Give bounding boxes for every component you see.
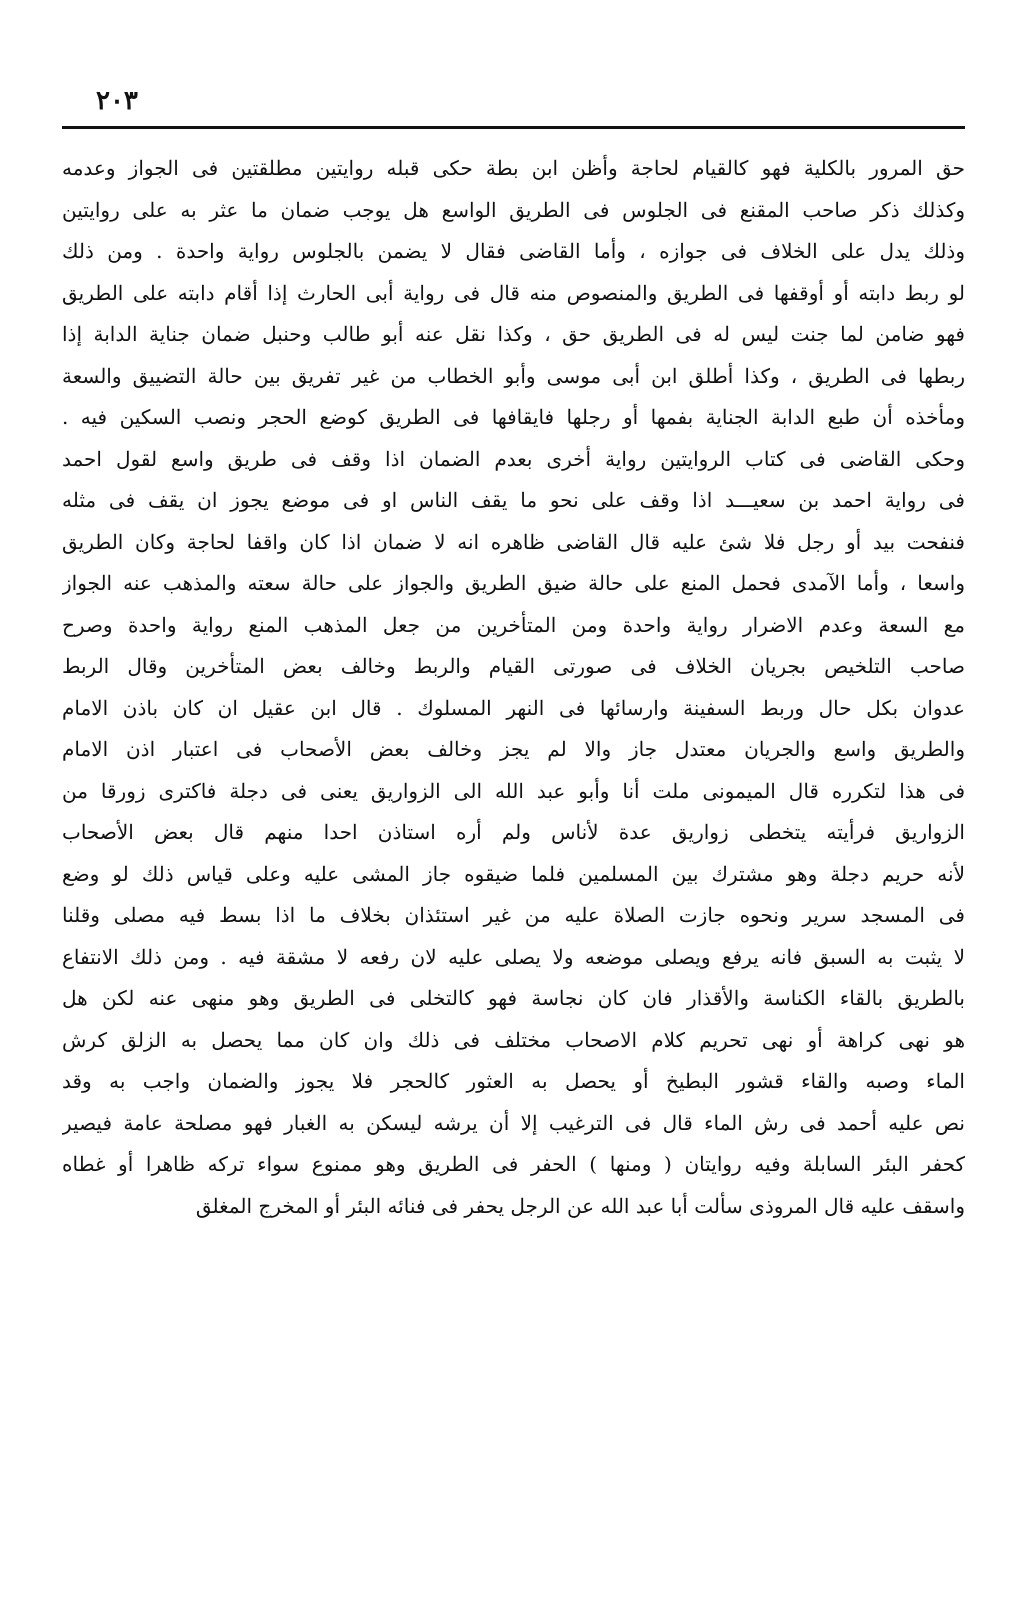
text-line: الزواريق فرأيته يتخطى زواريق عدة لأناس ولم أره استاذن احدا منهم قال بعض الأصحاب	[62, 820, 965, 844]
text-line: نص عليه أحمد فى رش الماء قال فى الترغيب إلا أن يرشه ليسكن به الغبار فهو مصلحة عامة فيصير	[62, 1110, 965, 1135]
text-line: عدوان بكل حال وربط السفينة وارسائها فى النهر المسلوك . قال ابن عقيل ان كان باذن الامام	[62, 695, 965, 720]
text-line: ومأخذه أن طبع الدابة الجناية بفمها أو رجلها فايقافها فى الطريق كوضع الحجر ونصب السكين فيه .	[62, 405, 965, 429]
text-line: فنفحت بيد أو رجل فلا شئ عليه قال القاضى ظاهره انه لا ضمان اذا كان واقفا لحاجة وكان الطريق	[62, 529, 965, 554]
text-line: لا يثبت به السبق فانه يرفع ويصلى موضعه ولا يصلى عليه لان رفعه لا مشقة فيه . ومن ذلك الانتفاع	[62, 944, 965, 969]
text-line: لو ربط دابته أو أوقفها فى الطريق والمنصوص منه قال فى رواية أبى الحارث إذا أقام دابته على الطريق	[62, 280, 965, 305]
body-text	[62, 148, 965, 1227]
text-line: صاحب التلخيص بجريان الخلاف فى صورتى القيام والربط وخالف بعض المتأخرين وقال الربط	[62, 654, 965, 678]
text-line: كحفر البئر السابلة وفيه روايتان ( ومنها ) الحفر فى الطريق وهو ممنوع سواء تركه ظاهرا أو غطاه	[62, 1152, 965, 1176]
text-line: والطريق واسع والجريان معتدل جاز والا لم يجز وخالف بعض الأصحاب فى اعتبار اذن الامام	[62, 737, 965, 761]
text-line: ربطها فى الطريق ، وكذا أطلق ابن أبى موسى وأبو الخطاب من غير تفريق بين حالة التضييق والسعة	[62, 363, 965, 388]
text-line: فى رواية احمد بن سعيـــد اذا وقف على نحو ما يقف الناس او فى موضع يجوز ان يقف فى مثله	[62, 488, 965, 512]
text-line: فى المسجد سرير ونحوه جازت الصلاة عليه من غير استئذان بخلاف ما اذا بسط فيه مصلى وقلنا	[62, 903, 965, 927]
text-line: لأنه حريم دجلة وهو مشترك بين المسلمين فلما ضيقوه جاز المشى عليه وعلى قياس ذلك لو وضع	[62, 861, 965, 886]
text-line: واسقف عليه قال المروذى سألت أبا عبد الله عن الرجل يحفر فى فنائه البئر أو المخرج المغلق	[195, 1193, 965, 1218]
text-line: واسعا ، وأما الآمدى فحمل المنع على حالة ضيق الطريق والجواز على حالة سعته والمذهب عنه الجواز	[62, 571, 965, 595]
page-number: ٢٠٣	[96, 86, 138, 116]
text-line: وكذلك ذكر صاحب المقنع فى الجلوس فى الطريق الواسع هل يوجب ضمان ما عثر به على روايتين	[62, 197, 965, 222]
text-line: وحكى القاضى فى كتاب الروايتين رواية أخرى بعدم الضمان اذا وقف فى طريق واسع لقول احمد	[62, 446, 965, 471]
header-rule	[62, 126, 965, 129]
text-line: فهو ضامن لما جنت ليس له فى الطريق حق ، وكذا نقل عنه أبو طالب وحنبل ضمان جناية الدابة إذا	[62, 322, 965, 346]
text-line: فى هذا لتكرره قال الميمونى ملت أنا وأبو عبد الله الى الزواريق يعنى فى دجلة فاكترى زورقا من	[62, 778, 965, 803]
text-line: بالطريق بالقاء الكناسة والأقذار فان كان نجاسة فهو كالتخلى فى الطريق وهو منهى عنه لكن هل	[62, 986, 965, 1010]
text-line: حق المرور بالكلية فهو كالقيام لحاجة وأظن ابن بطة حكى قبله روايتين مطلقتين فى الجواز وعدمه	[62, 156, 965, 180]
text-line: وذلك يدل على الخلاف فى جوازه ، وأما القاضى فقال لا يضمن بالجلوس رواية واحدة . ومن ذلك	[62, 239, 965, 263]
text-line: مع السعة وعدم الاضرار رواية واحدة ومن المتأخرين من جعل المذهب المنع رواية واحدة وصرح	[62, 612, 965, 637]
text-line: الماء وصبه والقاء قشور البطيخ أو يحصل به العثور كالحجر فلا يجوز والضمان واجب به وقد	[62, 1069, 965, 1093]
text-line: هو نهى كراهة أو نهى تحريم كلام الاصحاب مختلف فى ذلك وان كان مما يحصل به الزلق كرش	[62, 1027, 965, 1052]
